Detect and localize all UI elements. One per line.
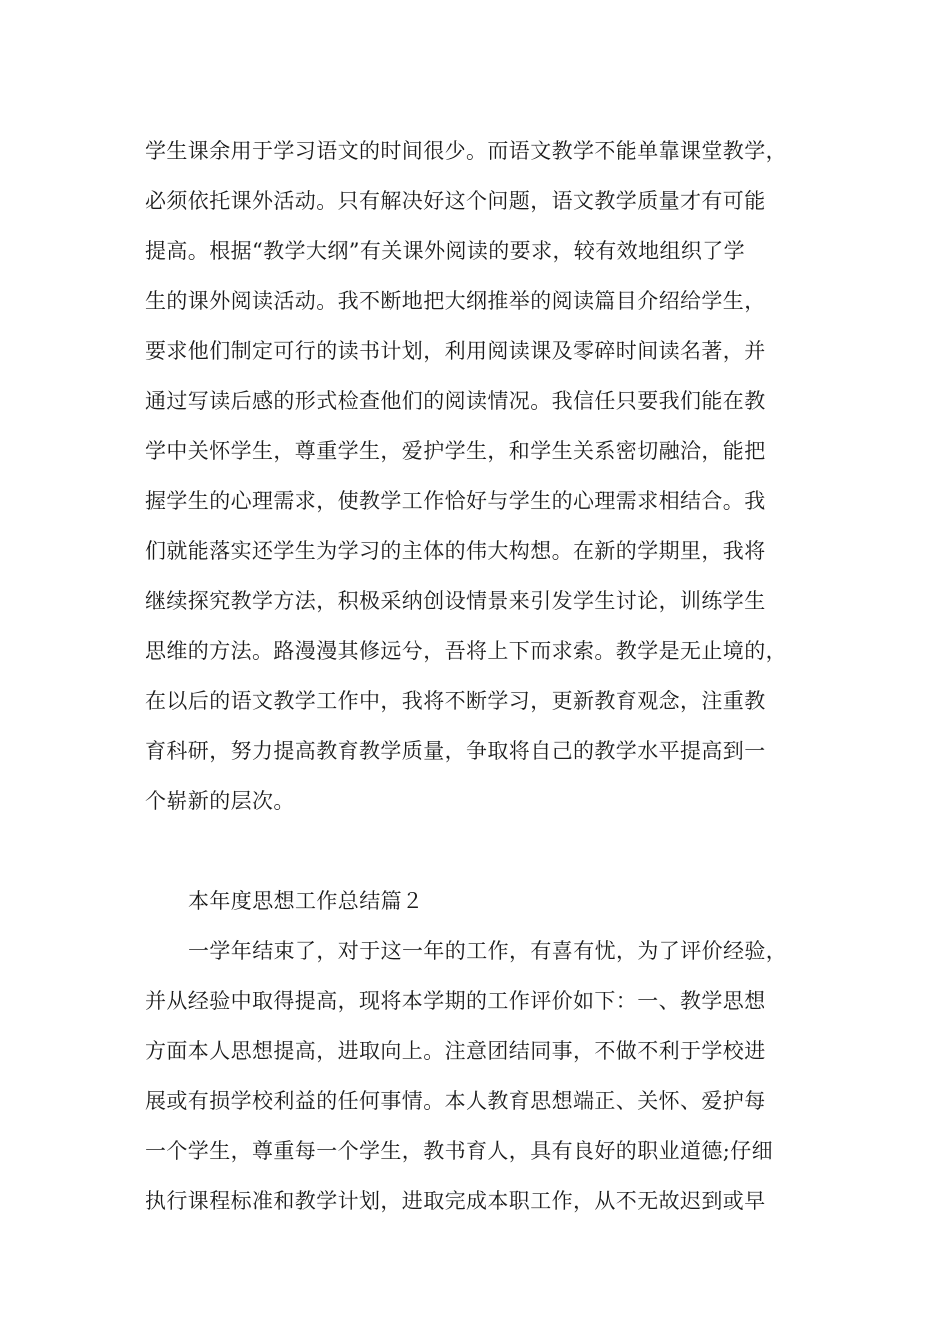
text-line: 握学生的心理需求，使教学工作恰好与学生的心理需求相结合。我 [145, 489, 766, 513]
text-line: 并从经验中取得提高，现将本学期的工作评价如下：一、教学思想 [145, 989, 766, 1013]
text-line: 们就能落实还学生为学习的主体的伟大构想。在新的学期里，我将 [145, 539, 766, 563]
text-line: 执行课程标准和教学计划，进取完成本职工作，从不无故迟到或早 [145, 1189, 766, 1213]
text-line: 必须依托课外活动。只有解决好这个问题，语文教学质量才有可能 [145, 189, 766, 213]
text-line: 继续探究教学方法，积极采纳创设情景来引发学生讨论，训练学生 [145, 589, 766, 613]
text-line: 通过写读后感的形式检查他们的阅读情况。我信任只要我们能在教 [145, 389, 766, 413]
text-line: 要求他们制定可行的读书计划，利用阅读课及零碎时间读名著，并 [145, 339, 766, 363]
text-line: 一个学生，尊重每一个学生，教书育人，具有良好的职业道德;仔细 [145, 1139, 774, 1163]
text-line: 学中关怀学生，尊重学生，爱护学生，和学生关系密切融洽，能把 [145, 439, 766, 463]
text-line: 一学年结束了，对于这一年的工作，有喜有忧，为了评价经验， [188, 939, 788, 963]
text-line: 学生课余用于学习语文的时间很少。而语文教学不能单靠课堂教学， [145, 139, 787, 163]
text-line: 方面本人思想提高，进取向上。注意团结同事，不做不利于学校进 [145, 1039, 766, 1063]
text-line: 育科研，努力提高教育教学质量，争取将自己的教学水平提高到一 [145, 739, 766, 763]
text-line: 提高。根据“教学大纲”有关课外阅读的要求，较有效地组织了学 [145, 239, 746, 263]
section-heading: 本年度思想工作总结篇２ [188, 889, 424, 913]
text-line: 思维的方法。路漫漫其修远兮，吾将上下而求索。教学是无止境的， [145, 639, 787, 663]
text-line: 展或有损学校利益的任何事情。本人教育思想端正、关怀、爱护每 [145, 1089, 766, 1113]
text-line: 在以后的语文教学工作中，我将不断学习，更新教育观念，注重教 [145, 689, 766, 713]
text-line: 个崭新的层次。 [145, 789, 295, 813]
text-line: 生的课外阅读活动。我不断地把大纲推举的阅读篇目介绍给学生， [145, 289, 766, 313]
